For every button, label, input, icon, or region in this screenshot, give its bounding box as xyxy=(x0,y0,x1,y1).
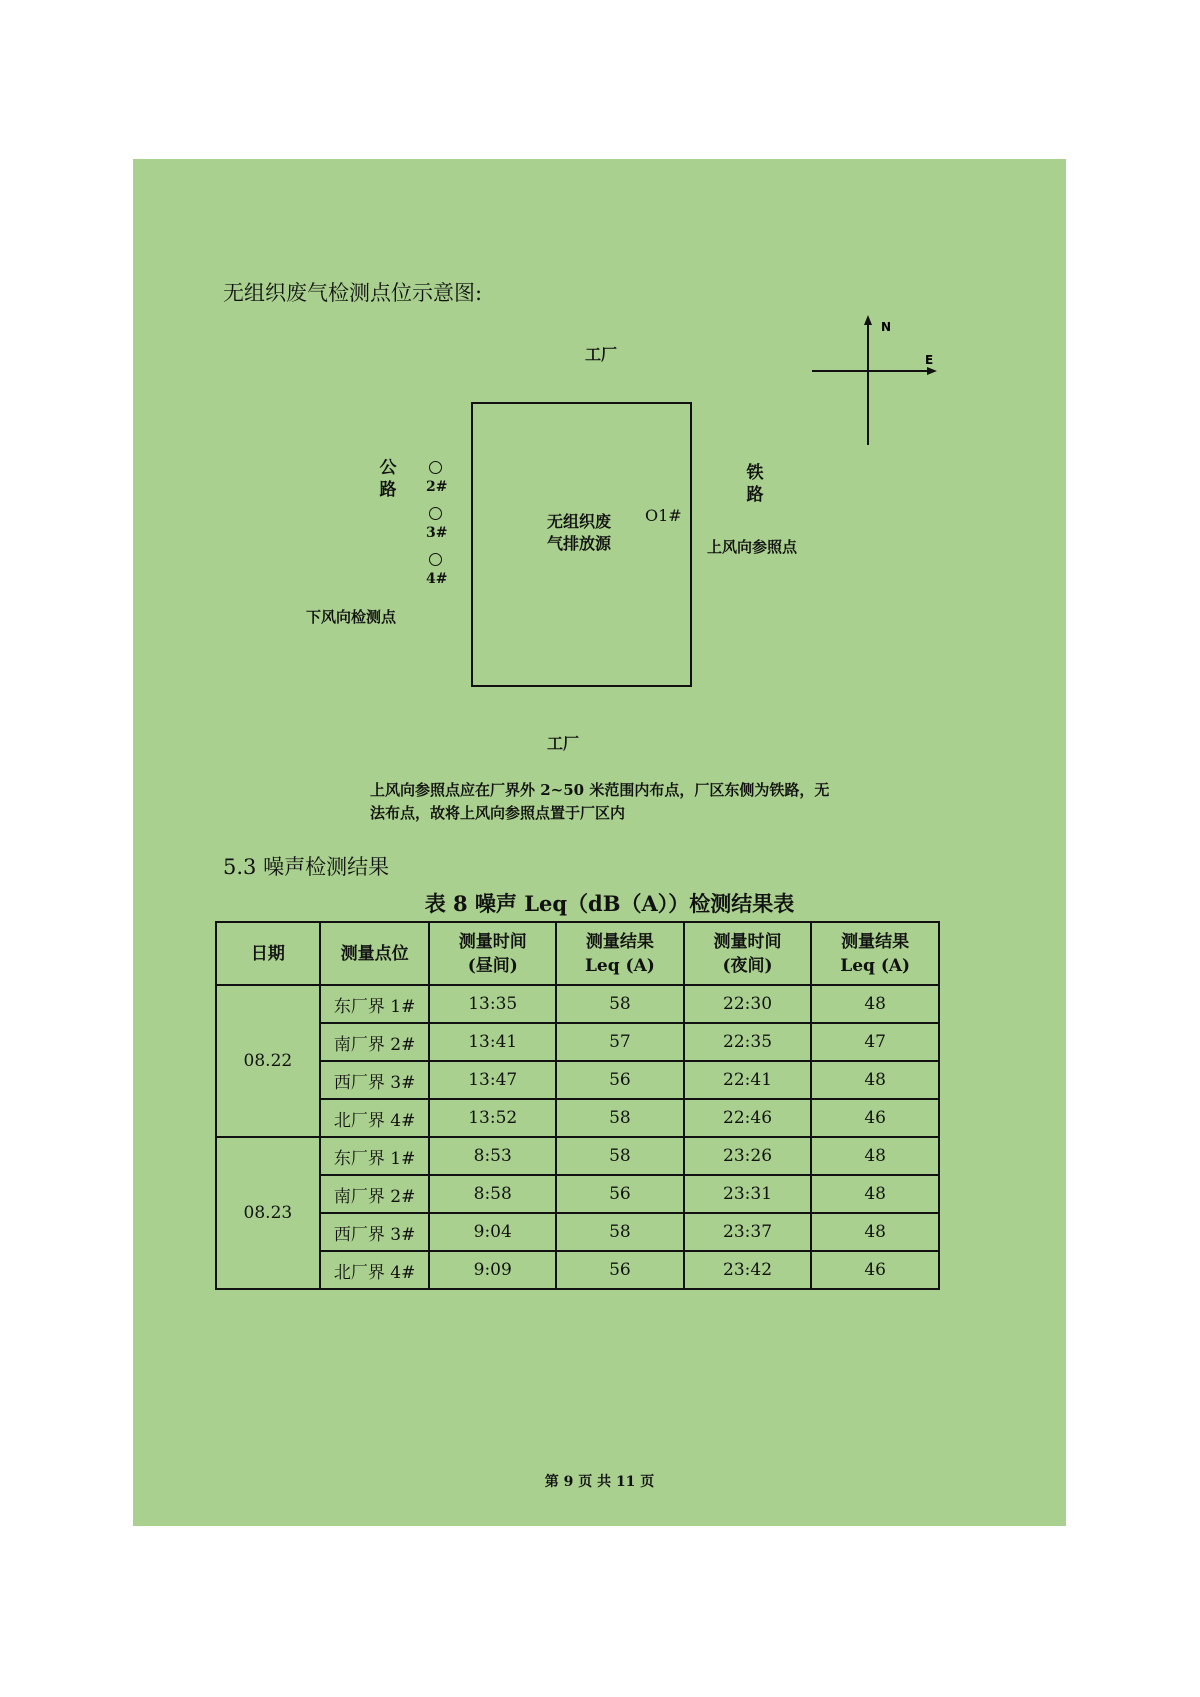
table-row xyxy=(216,1175,939,1213)
point-cell: 东厂界 1# xyxy=(320,985,430,1023)
night-time-cell: 22:41 xyxy=(684,1061,812,1099)
header-day-leq xyxy=(556,922,684,985)
point-4-marker xyxy=(429,553,442,566)
night-time-cell: 22:30 xyxy=(684,985,812,1023)
night-leq-cell: 48 xyxy=(811,1137,939,1175)
night-time-cell: 23:42 xyxy=(684,1251,812,1289)
day-time-cell: 8:53 xyxy=(429,1137,556,1175)
day-leq-cell: 58 xyxy=(556,1213,684,1251)
table-caption: 表 8 噪声 Leq（dB（A））检测结果表 xyxy=(424,891,795,916)
point-cell: 北厂界 4# xyxy=(320,1099,430,1137)
monitoring-point-1: O1# xyxy=(645,506,682,525)
header-day-time-line-1: 测量时间 xyxy=(458,931,527,952)
railway-label xyxy=(745,462,765,506)
day-leq-cell: 56 xyxy=(556,1061,684,1099)
point-cell: 西厂界 3# xyxy=(320,1213,430,1251)
header-date: 日期 xyxy=(216,922,320,985)
compass-icon xyxy=(809,315,949,445)
diagram-note: 上风向参照点应在厂界外 2~50 米范围内布点，厂区东侧为铁路，无法布点，故将上风向参照点置于厂区内 xyxy=(370,781,830,822)
day-time-cell: 9:09 xyxy=(429,1251,556,1289)
point-4-label: 4# xyxy=(426,571,448,587)
night-leq-cell: 46 xyxy=(811,1251,939,1289)
compass-east-label: E xyxy=(925,353,934,367)
emission-source-line-2: 气排放源 xyxy=(546,534,611,553)
point-cell: 北厂界 4# xyxy=(320,1251,430,1289)
night-time-cell: 22:35 xyxy=(684,1023,812,1061)
night-leq-cell: 47 xyxy=(811,1023,939,1061)
day-leq-cell: 56 xyxy=(556,1175,684,1213)
header-day-leq-line-2: Leq (A) xyxy=(584,955,655,976)
road-label-text: 公路 xyxy=(379,458,397,500)
night-leq-cell: 48 xyxy=(811,985,939,1023)
point-2-label: 2# xyxy=(426,479,448,495)
header-night-time-line-1: 测量时间 xyxy=(713,931,782,952)
date-cell: 08.23 xyxy=(216,1137,320,1289)
table-row xyxy=(216,985,939,1023)
section-title: 5.3 噪声检测结果 xyxy=(223,855,390,879)
emission-source-label xyxy=(529,511,629,555)
day-leq-cell: 57 xyxy=(556,1023,684,1061)
table-header-row xyxy=(216,922,939,985)
night-time-cell: 23:31 xyxy=(684,1175,812,1213)
point-3-marker xyxy=(429,507,442,520)
table-row xyxy=(216,1023,939,1061)
day-time-cell: 13:35 xyxy=(429,985,556,1023)
point-cell: 东厂界 1# xyxy=(320,1137,430,1175)
day-time-cell: 13:47 xyxy=(429,1061,556,1099)
night-leq-cell: 48 xyxy=(811,1175,939,1213)
point-3-label: 3# xyxy=(426,525,448,541)
day-leq-cell: 58 xyxy=(556,1137,684,1175)
header-day-leq-line-1: 测量结果 xyxy=(585,931,654,952)
night-time-cell: 22:46 xyxy=(684,1099,812,1137)
day-time-cell: 8:58 xyxy=(429,1175,556,1213)
header-night-leq-line-1: 测量结果 xyxy=(841,931,910,952)
day-time-cell: 9:04 xyxy=(429,1213,556,1251)
header-night-leq xyxy=(811,922,939,985)
date-cell: 08.22 xyxy=(216,985,320,1137)
point-cell: 南厂界 2# xyxy=(320,1023,430,1061)
header-day-time-line-2: (昼间) xyxy=(467,955,518,976)
night-leq-cell: 48 xyxy=(811,1213,939,1251)
header-day-time xyxy=(429,922,556,985)
table-row xyxy=(216,1061,939,1099)
header-night-time xyxy=(684,922,812,985)
factory-top-label: 工厂 xyxy=(585,345,618,364)
point-2-marker xyxy=(429,461,442,474)
day-time-cell: 13:52 xyxy=(429,1099,556,1137)
header-point: 测量点位 xyxy=(320,922,430,985)
header-night-time-line-2: (夜间) xyxy=(722,955,773,976)
road-label xyxy=(378,457,398,501)
emission-source-line-1: 无组织废 xyxy=(546,512,611,531)
compass-north-label: N xyxy=(881,320,892,334)
day-leq-cell: 58 xyxy=(556,985,684,1023)
noise-results-table xyxy=(215,921,940,1290)
page-footer: 第 9 页 共 11 页 xyxy=(544,1474,655,1490)
header-night-leq-line-2: Leq (A) xyxy=(840,955,911,976)
upwind-label: 上风向参照点 xyxy=(707,538,798,556)
factory-bottom-label: 工厂 xyxy=(547,734,580,753)
day-leq-cell: 58 xyxy=(556,1099,684,1137)
table-row xyxy=(216,1213,939,1251)
railway-label-text: 铁路 xyxy=(746,463,764,505)
night-leq-cell: 48 xyxy=(811,1061,939,1099)
point-cell: 西厂界 3# xyxy=(320,1061,430,1099)
day-leq-cell: 56 xyxy=(556,1251,684,1289)
table-row xyxy=(216,1099,939,1137)
night-time-cell: 23:37 xyxy=(684,1213,812,1251)
day-time-cell: 13:41 xyxy=(429,1023,556,1061)
downwind-label: 下风向检测点 xyxy=(306,608,397,626)
point-cell: 南厂界 2# xyxy=(320,1175,430,1213)
night-leq-cell: 46 xyxy=(811,1099,939,1137)
document-page xyxy=(133,159,1066,1526)
diagram-title: 无组织废气检测点位示意图: xyxy=(223,281,483,305)
table-row xyxy=(216,1251,939,1289)
table-row xyxy=(216,1137,939,1175)
night-time-cell: 23:26 xyxy=(684,1137,812,1175)
